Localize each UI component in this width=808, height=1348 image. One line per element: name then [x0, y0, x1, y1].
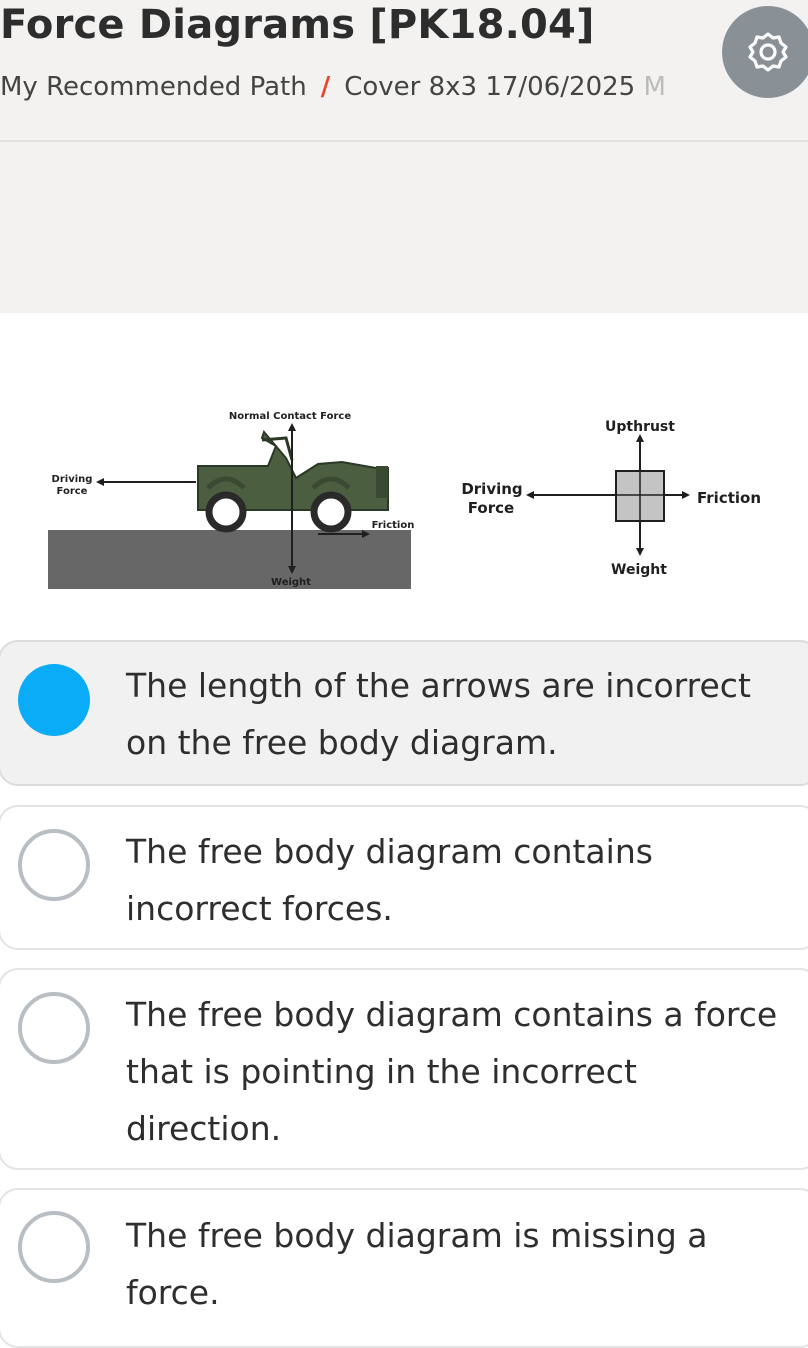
gear-icon — [746, 30, 790, 74]
label-driving-force: Force — [56, 486, 88, 497]
label-weight: Weight — [271, 577, 311, 588]
radio-icon[interactable] — [18, 992, 90, 1064]
question-figure — [0, 380, 808, 610]
breadcrumb-path-link[interactable]: My Recommended Path — [0, 72, 307, 102]
answer-option-4[interactable] — [0, 1188, 808, 1348]
content-banner — [0, 142, 808, 313]
radio-icon[interactable] — [18, 829, 90, 901]
answer-option-2[interactable] — [0, 805, 808, 950]
radio-selected-icon[interactable] — [18, 664, 90, 736]
answer-option-3[interactable] — [0, 968, 808, 1170]
ground — [48, 530, 411, 589]
breadcrumb-current: Cover 8x3 17/06/2025 — [344, 72, 636, 102]
answer-option-1[interactable] — [0, 640, 808, 786]
label-friction: Friction — [371, 520, 415, 531]
answer-text: The free body diagram contains incorrect forces. — [126, 832, 653, 928]
answer-text: The length of the arrows are incorrect on the free body diagram. — [126, 666, 751, 762]
page-title: Force Diagrams [PK18.04] — [0, 2, 595, 48]
breadcrumb-separator: / — [320, 72, 331, 102]
fbd-label-upthrust: Upthrust — [605, 419, 675, 435]
breadcrumb-truncated: M — [643, 72, 666, 102]
answer-text: The free body diagram contains a force that is pointing in the incorrect direction. — [126, 995, 778, 1148]
label-normal-force: Normal Contact Force — [228, 411, 352, 422]
radio-icon[interactable] — [18, 1211, 90, 1283]
fbd-label-driving-force: Force — [467, 499, 515, 517]
free-body-diagram — [461, 419, 761, 578]
fbd-label-friction: Friction — [697, 489, 762, 507]
settings-button[interactable] — [722, 6, 808, 98]
breadcrumb — [0, 72, 666, 102]
answer-text: The free body diagram is missing a force. — [126, 1216, 708, 1312]
fbd-label-weight: Weight — [611, 562, 667, 578]
fbd-label-driving: Driving — [461, 480, 523, 498]
header — [0, 0, 808, 142]
car-diagram — [48, 411, 414, 589]
label-driving: Driving — [51, 474, 93, 485]
